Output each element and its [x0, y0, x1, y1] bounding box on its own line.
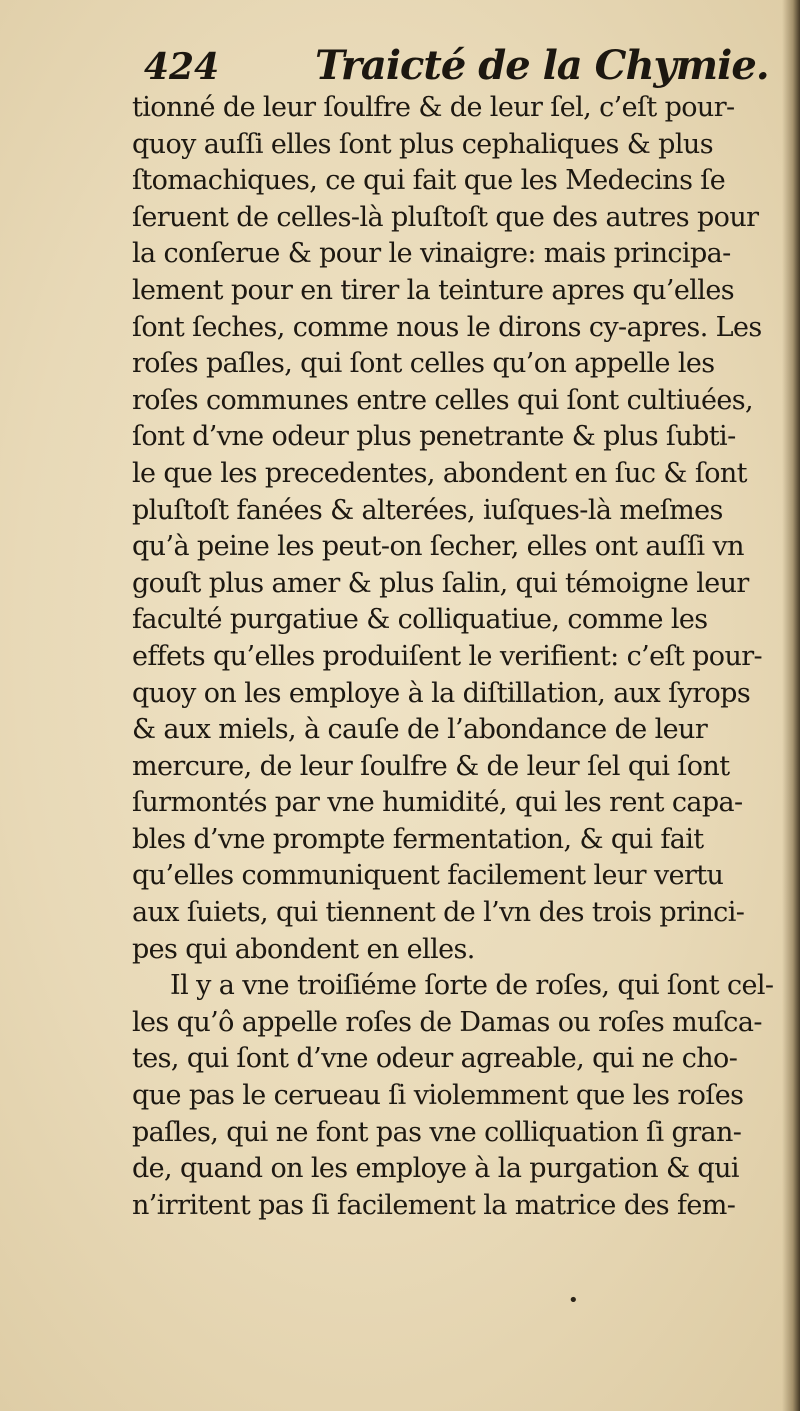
text-line: paſles, qui ne font pas vne colliquation ſi gran- [132, 1116, 742, 1148]
text-line: aux ſuiets, qui tiennent de l’vn des trois princi- [132, 897, 745, 929]
page-number: 424 [144, 46, 220, 88]
text-line: quoy on les employe à la diſtillation, aux ſyrops [132, 677, 751, 709]
body-text [132, 90, 772, 1224]
text-line: tes, qui ſont d’vne odeur agreable, qui ne cho- [132, 1043, 738, 1075]
text-line: bles d’vne prompte fermentation, & qui fait [132, 823, 704, 855]
text-line: ſeruent de celles-là pluſtoſt que des autres pour [132, 201, 759, 233]
text-line: le que les precedentes, abondent en ſuc & ſont [132, 457, 747, 489]
text-line: roſes paſles, qui ſont celles qu’on appelle les [132, 348, 715, 380]
text-line: pes qui abondent en elles. [132, 933, 475, 965]
text-line: mercure, de leur ſoulfre & de leur ſel qui ſont [132, 750, 730, 782]
text-line: pluſtoſt fanées & alterées, iuſques-là meſmes [132, 494, 723, 526]
text-line: ſtomachiques, ce qui fait que les Medecins ſe [132, 165, 726, 197]
text-line: quoy auſſi elles ſont plus cephaliques & plus [132, 128, 713, 160]
text-line: la conſerue & pour le vinaigre: mais principa- [132, 238, 731, 270]
page-header [140, 40, 769, 92]
text-line: ſont d’vne odeur plus penetrante & plus ſubti- [132, 421, 736, 453]
text-line: que pas le cerueau ſi violemment que les roſes [132, 1080, 744, 1112]
text-line: lement pour en tirer la teinture apres qu’elles [132, 274, 734, 306]
text-line: n’irritent pas ſi facilement la matrice des fem- [132, 1189, 736, 1221]
text-line: effets qu’elles produiſent le verifient: c’eſt pour- [132, 640, 763, 672]
text-line: ſont ſeches, comme nous le dirons cy-apres. Les [132, 311, 762, 343]
paragraph-start-line: Il y a vne troiſiéme ſorte de roſes, qui ſont cel- [170, 970, 774, 1002]
text-line: qu’à peine les peut-on ſecher, elles ont auſſi vn [132, 531, 744, 563]
text-line: les qu’ô appelle roſes de Damas ou roſes muſca- [132, 1006, 762, 1038]
text-line: faculté purgatiue & colliquatiue, comme les [132, 604, 708, 636]
running-title: Traicté de la Chymie. [315, 42, 769, 89]
text-line: qu’elles communiquent facilement leur vertu [132, 860, 724, 892]
text-line: gouſt plus amer & plus ſalin, qui témoigne leur [132, 567, 749, 599]
ornament-dot: • [568, 1290, 579, 1311]
text-line: de, quand on les employe à la purgation & qui [132, 1153, 739, 1185]
page-edge-shadow [782, 0, 800, 1411]
text-line: & aux miels, à cauſe de l’abondance de leur [132, 714, 708, 746]
text-line: ſurmontés par vne humidité, qui les rent capa- [132, 787, 743, 819]
text-line: tionné de leur ſoulfre & de leur ſel, c’eſt pour- [132, 92, 735, 123]
text-line: roſes communes entre celles qui ſont cultiuées, [132, 384, 754, 416]
